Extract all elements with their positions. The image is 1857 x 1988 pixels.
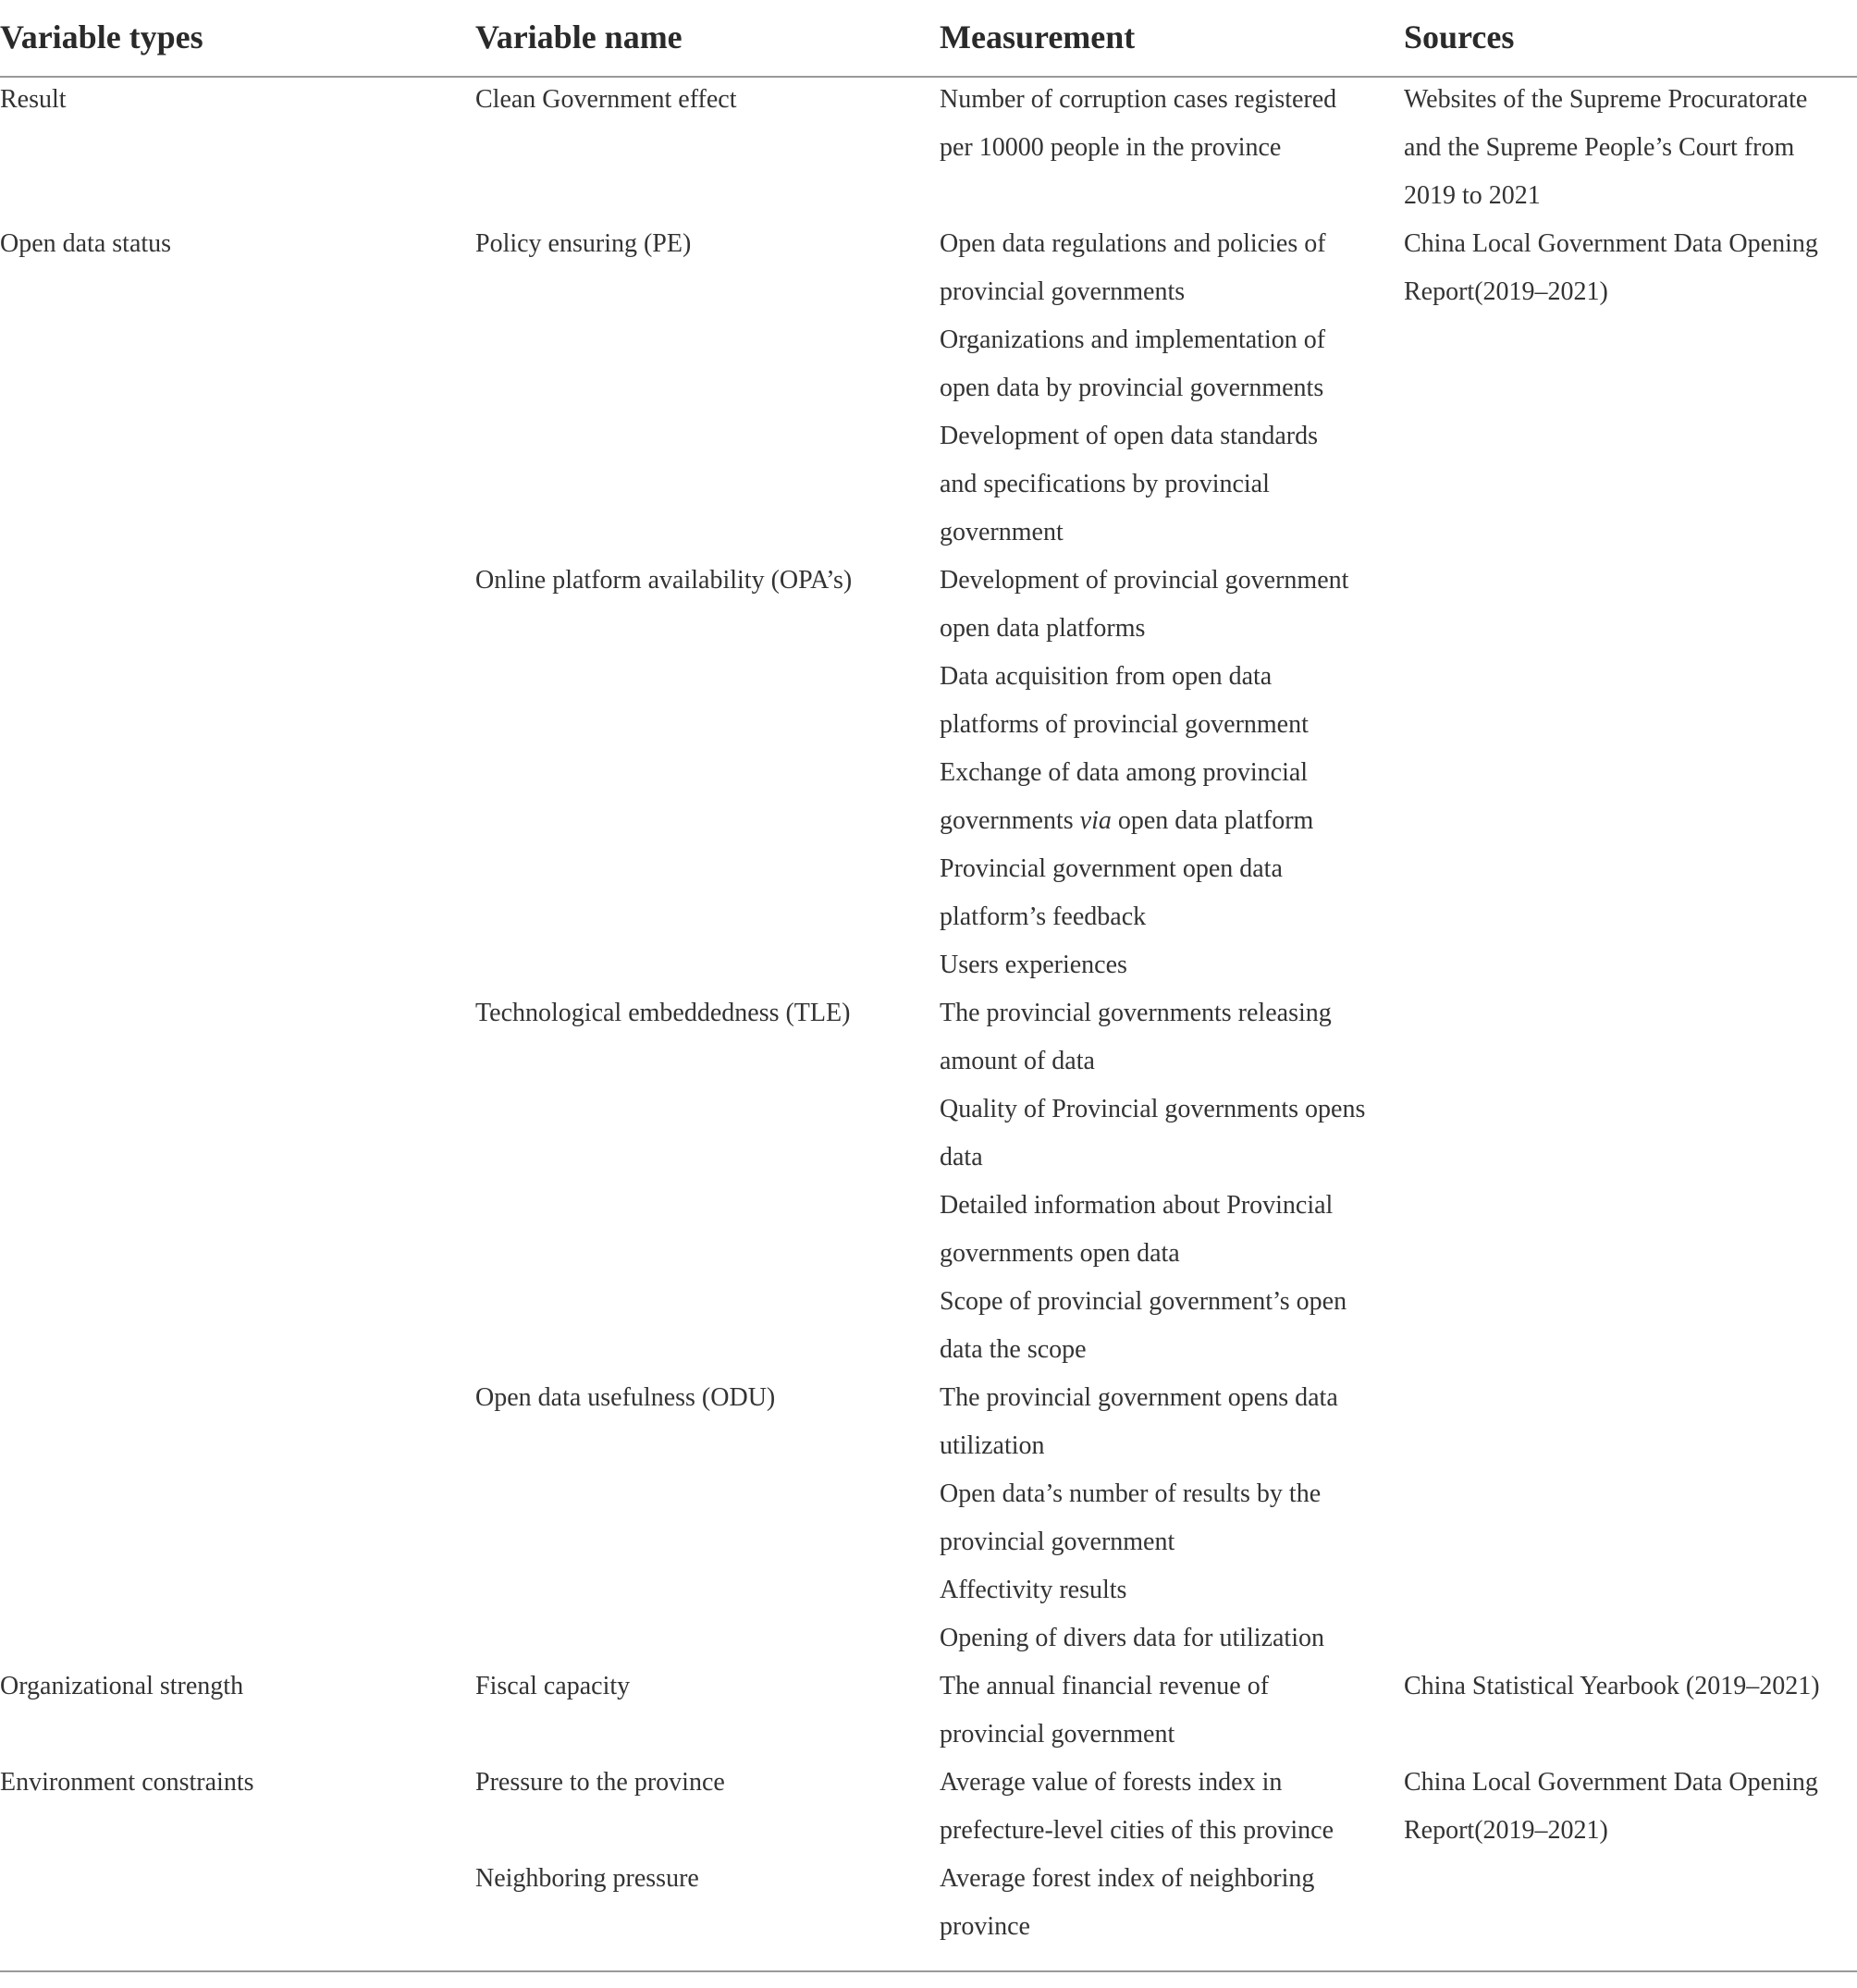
cell-measurement-line: data the scope (940, 1335, 1087, 1364)
cell-source-line: 2019 to 2021 (1404, 181, 1541, 210)
cell-measurement-line: government (940, 518, 1064, 546)
header-variable-types: Variable types (0, 18, 203, 55)
cell-source-line: and the Supreme People’s Court from (1404, 133, 1795, 162)
cell-measurement-line: provincial government (940, 1528, 1175, 1556)
header-sources: Sources (1404, 18, 1515, 55)
cell-measurement-line: Number of corruption cases registered (940, 85, 1337, 114)
cell-measurement-line: provincial governments (940, 277, 1186, 306)
header-measurement: Measurement (940, 18, 1136, 55)
cell-measurement-line: per 10000 people in the province (940, 133, 1282, 162)
cell-measurement-line: open data by provincial governments (940, 374, 1324, 402)
cell-measurement-line: utilization (940, 1431, 1045, 1460)
cell-variable-type: Organizational strength (0, 1672, 244, 1700)
cell-source-line: China Statistical Yearbook (2019–2021) (1404, 1672, 1820, 1700)
cell-measurement-line: Data acquisition from open data (940, 662, 1273, 691)
cell-measurement-line: Detailed information about Provincial (940, 1191, 1334, 1220)
cell-measurement-line: Exchange of data among provincial (940, 758, 1309, 787)
cell-measurement-line: Open data’s number of results by the (940, 1479, 1322, 1508)
header-variable-name: Variable name (475, 18, 683, 55)
cell-variable-name: Neighboring pressure (475, 1864, 699, 1893)
cell-measurement-line: Open data regulations and policies of (940, 229, 1326, 258)
cell-variable-name: Online platform availability (OPA’s) (475, 566, 853, 595)
cell-measurement-line: The provincial government opens data (940, 1383, 1338, 1412)
cell-measurement-line: Users experiences (940, 951, 1127, 979)
cell-variable-type: Result (0, 85, 67, 114)
cell-measurement-line: and specifications by provincial (940, 470, 1270, 498)
table-bottom-rule (0, 1970, 1857, 1972)
cell-source-line: Websites of the Supreme Procuratorate (1404, 85, 1808, 114)
cell-source-line: China Local Government Data Opening (1404, 1768, 1818, 1797)
cell-measurement-line: Opening of divers data for utilization (940, 1624, 1324, 1652)
cell-measurement-line: Average forest index of neighboring (940, 1864, 1315, 1893)
cell-variable-name: Open data usefulness (ODU) (475, 1383, 776, 1412)
cell-measurement-line: amount of data (940, 1047, 1095, 1075)
cell-measurement-line: Quality of Provincial governments opens (940, 1095, 1366, 1123)
cell-source-line: Report(2019–2021) (1404, 1816, 1608, 1845)
cell-measurement-line: provincial government (940, 1720, 1175, 1749)
cell-measurement-line: data (940, 1143, 983, 1172)
cell-measurement-line: Provincial government open data (940, 854, 1283, 883)
italic-term: via (1079, 806, 1112, 835)
cell-measurement-line: province (940, 1912, 1030, 1941)
cell-measurement-line: Development of provincial government (940, 566, 1349, 595)
cell-measurement-line: Development of open data standards (940, 422, 1318, 450)
cell-variable-name: Fiscal capacity (475, 1672, 631, 1700)
cell-measurement-line: open data platforms (940, 614, 1146, 643)
cell-variable-name: Technological embeddedness (TLE) (475, 999, 851, 1027)
cell-measurement-line: prefecture-level cities of this province (940, 1816, 1334, 1845)
table-header-row (0, 0, 1857, 78)
cell-measurement-line: The provincial governments releasing (940, 999, 1332, 1027)
cell-variable-name: Policy ensuring (PE) (475, 229, 692, 258)
cell-measurement-line: platforms of provincial government (940, 710, 1309, 739)
cell-variable-name: Pressure to the province (475, 1768, 725, 1797)
cell-measurement-line: Affectivity results (940, 1576, 1127, 1604)
cell-variable-name: Clean Government effect (475, 85, 737, 114)
cell-measurement-line: governments open data (940, 1239, 1180, 1268)
cell-variable-type: Open data status (0, 229, 172, 258)
cell-measurement-line: platform’s feedback (940, 902, 1147, 931)
cell-variable-type: Environment constraints (0, 1768, 254, 1797)
cell-source-line: China Local Government Data Opening (1404, 229, 1818, 258)
cell-source-line: Report(2019–2021) (1404, 277, 1608, 306)
cell-measurement-line: Average value of forests index in (940, 1768, 1283, 1797)
cell-measurement-line: The annual financial revenue of (940, 1672, 1270, 1700)
cell-measurement-line: governments via open data platform (940, 806, 1314, 835)
cell-measurement-line: Organizations and implementation of (940, 325, 1326, 354)
cell-measurement-line: Scope of provincial government’s open (940, 1287, 1347, 1316)
